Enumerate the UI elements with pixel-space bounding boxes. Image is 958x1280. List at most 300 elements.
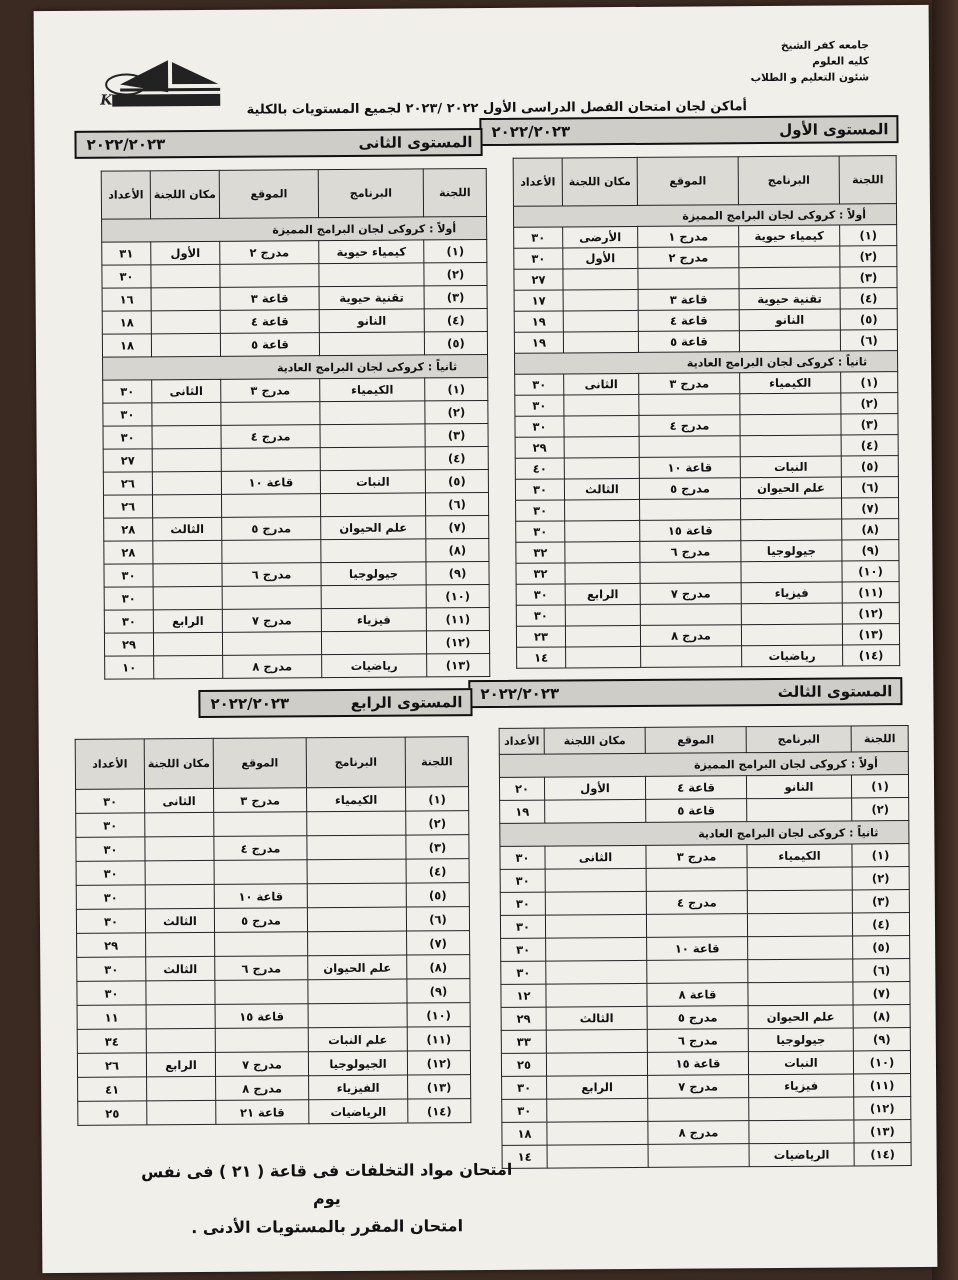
cell-prog: رياضيات	[742, 645, 843, 667]
cell-prog: تقنية حيوية	[739, 288, 840, 310]
table-row	[103, 377, 488, 403]
cell-place	[152, 402, 221, 425]
table-row	[514, 225, 897, 249]
cell-cnt: ٣٠	[103, 426, 152, 449]
cell-place	[546, 1052, 647, 1076]
table-row	[76, 883, 469, 910]
level2-title: المستوى الثانى	[358, 133, 473, 152]
cell-place	[153, 586, 222, 609]
cell-prog	[747, 867, 852, 891]
cell-place: الأرضى	[563, 226, 638, 248]
cell-cnt: ٣٠	[500, 846, 545, 869]
cell-loc: مدرج ٨	[640, 625, 741, 647]
cell-prog: الكيمياء	[740, 372, 841, 394]
cell-loc: مدرج ٨	[648, 1121, 749, 1145]
cell-prog: كيمياء حيوية	[739, 225, 840, 247]
cell-prog: النانو	[746, 775, 851, 799]
cell-loc: مدرج ٤	[214, 836, 307, 861]
cell-place: الثالث	[546, 1006, 647, 1030]
cell-loc	[222, 586, 321, 610]
cell-loc	[647, 960, 748, 984]
cell-loc: قاعة ٣	[638, 289, 739, 311]
cell-place	[152, 425, 221, 448]
table-row	[78, 1075, 471, 1102]
cell-prog	[307, 883, 406, 908]
table-row	[77, 1051, 470, 1078]
cell-place	[145, 860, 214, 884]
cell-n: (١)	[851, 775, 908, 798]
table-row	[515, 456, 898, 480]
table-row	[103, 423, 488, 449]
cell-n: (١٠)	[426, 584, 489, 607]
col-committee: اللجنة	[851, 726, 908, 752]
cell-prog	[739, 267, 840, 289]
level3-table	[499, 725, 912, 1169]
cell-loc: قاعة ١٠	[647, 937, 748, 961]
cell-loc: قاعة ١٠	[639, 457, 740, 479]
cell-place: الثالث	[564, 478, 639, 500]
cell-prog: كيمياء حيوية	[319, 240, 424, 264]
cell-place	[565, 625, 640, 647]
cell-loc: مدرج ١	[638, 226, 739, 248]
cell-cnt: ٢٣	[516, 626, 565, 647]
cell-cnt: ٣٠	[104, 564, 153, 587]
cell-place	[563, 331, 638, 353]
cell-cnt: ١٤	[502, 1145, 547, 1168]
cell-cnt: ٢٨	[104, 541, 153, 564]
table-row	[501, 959, 910, 985]
cell-n: (١١)	[426, 607, 489, 630]
subsection-row	[513, 204, 896, 228]
table-row	[102, 308, 487, 334]
cell-place	[564, 436, 639, 458]
col-program: البرنامج	[318, 169, 423, 218]
cell-prog: تقنية حيوية	[319, 286, 424, 310]
cell-cnt: ٣٠	[76, 861, 145, 885]
cell-cnt: ٣٠	[516, 500, 565, 521]
cell-cnt: ٣٠	[500, 915, 545, 938]
table-row	[514, 330, 897, 354]
table-row	[500, 913, 909, 939]
cell-prog	[307, 811, 406, 836]
cell-place: الثالث	[153, 517, 222, 540]
cell-prog: فيزياء	[741, 582, 842, 604]
cell-loc: مدرج ٤	[646, 891, 747, 915]
cell-loc	[215, 1028, 308, 1053]
cell-n: (١١)	[854, 1074, 911, 1097]
cell-n: (١٠)	[853, 1051, 910, 1074]
cell-prog	[749, 1120, 854, 1144]
cell-prog	[321, 539, 426, 563]
table-row	[502, 1074, 911, 1100]
cell-n: (١٢)	[426, 630, 489, 653]
cell-cnt: ١١	[77, 1005, 146, 1029]
cell-prog	[739, 246, 840, 268]
level4-year: ٢٠٢٢/٢٠٢٣	[210, 694, 290, 713]
cell-place: الثانى	[152, 379, 221, 402]
cell-prog: جيولوجيا	[741, 540, 842, 562]
cell-place	[566, 646, 641, 668]
cell-cnt: ٣٠	[515, 374, 564, 395]
cell-prog	[748, 959, 853, 983]
cell-prog	[748, 982, 853, 1006]
cell-loc: مدرج ٨	[223, 655, 322, 679]
cell-prog: الكيمياء	[747, 844, 852, 868]
subsection-row	[499, 752, 908, 778]
cell-cnt: ٣٠	[515, 479, 564, 500]
table-row	[76, 907, 469, 934]
subsection-title: ثانياً : كروكى لجان البرامج العادية	[515, 351, 898, 375]
subsection-title: أولاً : كروكى لجان البرامج المميزة	[102, 216, 487, 242]
cell-prog: الكيمياء	[320, 378, 425, 402]
cell-place	[545, 868, 646, 892]
note-line2: امتحان المقرر بالمستويات الأدنى .	[191, 1216, 464, 1238]
cell-prog	[320, 493, 425, 517]
cell-n: (٥)	[406, 883, 469, 907]
cell-cnt: ٤١	[78, 1077, 147, 1101]
cell-place	[546, 983, 647, 1007]
cell-loc	[221, 494, 320, 518]
table-row	[78, 1099, 471, 1126]
cell-n: (٨)	[426, 538, 489, 561]
cell-place	[154, 655, 223, 678]
table-row	[514, 288, 897, 312]
cell-place	[147, 1100, 216, 1124]
cell-loc: قاعة ٥	[646, 799, 747, 823]
cell-cnt: ١٤	[517, 647, 566, 668]
cell-place	[151, 287, 220, 310]
col-place: مكان اللجنة	[562, 157, 637, 206]
table-row	[502, 1097, 911, 1123]
cell-place	[151, 333, 220, 356]
cell-cnt: ٢٦	[77, 1053, 146, 1077]
table-row	[515, 435, 898, 459]
cell-n: (٩)	[842, 540, 899, 561]
cell-cnt: ٣٠	[103, 380, 152, 403]
cell-prog: فيزياء	[321, 608, 426, 632]
cell-place	[145, 836, 214, 860]
table-row	[514, 267, 897, 291]
col-location: الموقع	[637, 157, 738, 206]
col-program: البرنامج	[746, 726, 851, 753]
cell-n: (١٤)	[408, 1099, 471, 1123]
cell-n: (١)	[841, 372, 898, 393]
cell-prog: النانو	[739, 309, 840, 331]
cell-loc: مدرج ٨	[216, 1076, 309, 1101]
cell-cnt: ٢٨	[104, 518, 153, 541]
cell-n: (٥)	[841, 456, 898, 477]
cell-loc	[214, 860, 307, 885]
cell-cnt: ٢٩	[77, 933, 146, 957]
cell-place	[152, 471, 221, 494]
page-title: أماكن لجان امتحان الفصل الدراسى الأول ٢٠٢٢ /٢٠٢٣ لجميع المستويات بالكلية	[246, 99, 747, 118]
cell-n: (٤)	[840, 288, 897, 309]
col-count: الأعداد	[101, 171, 150, 219]
table-row	[102, 285, 487, 311]
cell-place: الرابع	[565, 583, 640, 605]
subsection-title: ثانياً : كروكى لجان البرامج العادية	[500, 821, 909, 847]
cell-prog	[740, 435, 841, 457]
col-committee: اللجنة	[839, 156, 896, 204]
cell-cnt: ٢٦	[103, 495, 152, 518]
cell-cnt: ٣٠	[516, 584, 565, 605]
col-place: مكان اللجنة	[150, 170, 219, 218]
table-row	[516, 582, 899, 606]
cell-n: (٤)	[425, 446, 488, 469]
cell-n: (١)	[424, 239, 487, 262]
cell-n: (٦)	[840, 330, 897, 351]
table-row	[104, 607, 489, 633]
cell-place	[565, 499, 640, 521]
cell-loc	[221, 402, 320, 426]
subsection-row	[102, 216, 487, 242]
cell-n: (٢)	[852, 867, 909, 890]
cell-prog: علم الحيوان	[321, 516, 426, 540]
table-row	[76, 811, 469, 838]
cell-loc: مدرج ٣	[639, 373, 740, 395]
cell-place	[153, 632, 222, 655]
cell-cnt: ١٩	[514, 311, 563, 332]
cell-cnt: ٢٠	[499, 777, 544, 800]
table-row	[501, 1051, 910, 1077]
table-row	[103, 469, 488, 495]
col-count: الأعداد	[75, 739, 144, 789]
cell-n: (٢)	[841, 393, 898, 414]
level1-title: المستوى الأول	[779, 120, 889, 139]
cell-cnt: ٣٠	[516, 521, 565, 542]
cell-n: (١٢)	[842, 603, 899, 624]
cell-cnt: ٣٠	[76, 885, 145, 909]
table-row	[515, 393, 898, 417]
cell-place	[565, 520, 640, 542]
cell-prog: علم الحيوان	[308, 955, 407, 980]
cell-cnt: ٣٠	[104, 587, 153, 610]
col-count: الأعداد	[499, 728, 544, 754]
cell-place	[547, 1098, 648, 1122]
cell-cnt: ١٠	[105, 656, 154, 679]
level3-title: المستوى الثالث	[777, 682, 893, 701]
cell-loc: قاعة ٨	[647, 983, 748, 1007]
cell-n: (٧)	[842, 498, 899, 519]
cell-place: الرابع	[547, 1075, 648, 1099]
cell-place	[145, 812, 214, 836]
cell-cnt: ٣٠	[76, 813, 145, 837]
subsection-title: أولاً : كروكى لجان البرامج المميزة	[499, 752, 908, 778]
cell-prog: الرياضيات	[309, 1099, 408, 1124]
table-row	[102, 331, 487, 357]
cell-prog: علم الحيوان	[740, 477, 841, 499]
cell-place	[563, 289, 638, 311]
cell-loc: قاعة ٥	[220, 333, 319, 357]
level2-table	[101, 168, 491, 680]
cell-prog: النبات	[740, 456, 841, 478]
cell-place	[545, 914, 646, 938]
cell-place	[146, 932, 215, 956]
cell-n: (١١)	[407, 1027, 470, 1051]
table-row	[515, 477, 898, 501]
cell-loc	[640, 604, 741, 626]
cell-cnt: ٣٠	[104, 610, 153, 633]
cell-prog	[747, 913, 852, 937]
table-row	[516, 624, 899, 648]
col-program: البرنامج	[306, 737, 405, 788]
table-row	[501, 1028, 910, 1054]
cell-n: (١٤)	[854, 1143, 911, 1166]
cell-loc: مدرج ٦	[647, 1029, 748, 1053]
cell-loc	[639, 394, 740, 416]
cell-n: (٥)	[853, 936, 910, 959]
table-row	[516, 540, 899, 564]
cell-prog	[321, 631, 426, 655]
retake-note	[132, 1156, 523, 1243]
cell-loc	[640, 562, 741, 584]
col-program: البرنامج	[738, 156, 839, 205]
cell-loc: قاعة ١٥	[215, 1004, 308, 1029]
cell-prog	[741, 519, 842, 541]
table-row	[76, 859, 469, 886]
cell-n: (٣)	[840, 267, 897, 288]
col-committee: اللجنة	[405, 737, 468, 787]
level3-year: ٢٠٢٢/٢٠٢٣	[480, 684, 560, 704]
cell-cnt: ٣٠	[102, 265, 151, 288]
cell-place: الثانى	[564, 373, 639, 395]
col-location: الموقع	[213, 738, 306, 789]
table-row	[105, 653, 490, 679]
cell-prog: جيولوجيا	[321, 562, 426, 586]
cell-place	[147, 1076, 216, 1100]
cell-loc: مدرج ٧	[222, 609, 321, 633]
table-row	[516, 603, 899, 627]
cell-cnt: ٣٠	[76, 837, 145, 861]
cell-place: الثالث	[145, 908, 214, 932]
cell-n: (٤)	[406, 859, 469, 883]
cell-prog: الفيزياء	[309, 1075, 408, 1100]
header-block	[750, 37, 869, 86]
cell-cnt: ٣٠	[76, 909, 145, 933]
cell-n: (٤)	[841, 435, 898, 456]
cell-n: (١١)	[842, 582, 899, 603]
level1-year: ٢٠٢٢/٢٠٢٣	[491, 122, 571, 141]
cell-place: الرابع	[146, 1052, 215, 1076]
cell-loc	[215, 932, 308, 957]
table-row	[77, 931, 470, 958]
cell-loc: مدرج ٢	[220, 241, 319, 265]
cell-n: (١٤)	[843, 645, 900, 666]
table-row	[103, 400, 488, 426]
cell-loc	[640, 499, 741, 521]
col-count: الأعداد	[513, 158, 562, 206]
cell-prog: النبات	[320, 470, 425, 494]
cell-place	[565, 562, 640, 584]
cell-prog	[308, 1003, 407, 1028]
cell-cnt: ٣٠	[514, 227, 563, 248]
cell-place	[546, 1029, 647, 1053]
cell-n: (٤)	[852, 913, 909, 936]
cell-cnt: ٣٠	[515, 416, 564, 437]
level4-title: المستوى الرابع	[350, 693, 463, 712]
cell-prog	[320, 447, 425, 471]
cell-prog	[319, 263, 424, 287]
cell-place	[547, 1144, 648, 1168]
col-place: مكان اللجنة	[544, 727, 645, 754]
cell-loc: قاعة ٥	[638, 331, 739, 353]
cell-n: (٥)	[840, 309, 897, 330]
cell-loc: مدرج ٢	[638, 247, 739, 269]
cell-place	[151, 310, 220, 333]
cell-n: (٤)	[424, 308, 487, 331]
cell-loc	[222, 540, 321, 564]
cell-prog: علم النبات	[308, 1027, 407, 1052]
cell-loc: مدرج ٣	[646, 845, 747, 869]
table-row	[104, 561, 489, 587]
cell-prog	[741, 498, 842, 520]
cell-place	[146, 1004, 215, 1028]
cell-n: (٦)	[853, 959, 910, 982]
cell-loc: قاعة ٢١	[216, 1100, 309, 1125]
cell-cnt: ٣٠	[514, 248, 563, 269]
col-committee: اللجنة	[423, 168, 486, 216]
cell-prog	[740, 393, 841, 415]
table-row	[76, 835, 469, 862]
cell-n: (٨)	[842, 519, 899, 540]
cell-place	[151, 264, 220, 287]
cell-n: (٦)	[406, 907, 469, 931]
cell-place	[563, 310, 638, 332]
table-row	[104, 584, 489, 610]
cell-prog	[747, 798, 852, 822]
table-row	[103, 446, 488, 472]
cell-cnt: ٣٠	[515, 395, 564, 416]
cell-cnt: ٢٩	[515, 437, 564, 458]
cell-loc: مدرج ٧	[215, 1052, 308, 1077]
cell-loc: قاعة ٣	[220, 287, 319, 311]
cell-prog	[748, 936, 853, 960]
cell-loc: قاعة ٤	[638, 310, 739, 332]
col-location: الموقع	[219, 170, 318, 219]
cell-loc: مدرج ٣	[214, 788, 307, 813]
subsection-row	[515, 351, 898, 375]
cell-prog: فيزياء	[749, 1074, 854, 1098]
cell-loc	[222, 632, 321, 656]
cell-prog: الكيمياء	[307, 787, 406, 812]
cell-n: (١٠)	[842, 561, 899, 582]
cell-n: (٢)	[852, 798, 909, 821]
cell-n: (٦)	[841, 477, 898, 498]
cell-cnt: ٣٠	[501, 938, 546, 961]
cell-cnt: ٢٥	[501, 1053, 546, 1076]
cell-n: (١)	[852, 844, 909, 867]
cell-n: (٥)	[424, 331, 487, 354]
cell-prog: الرياضيات	[749, 1143, 854, 1167]
cell-place	[565, 541, 640, 563]
cell-cnt: ٢٩	[501, 1007, 546, 1030]
table-row	[501, 982, 910, 1008]
cell-loc: مدرج ٥	[647, 1006, 748, 1030]
cell-loc: مدرج ٥	[639, 478, 740, 500]
cell-n: (١٢)	[854, 1097, 911, 1120]
cell-prog	[307, 835, 406, 860]
cell-loc	[638, 268, 739, 290]
cell-cnt: ٣٢	[516, 563, 565, 584]
level1-heading	[479, 115, 898, 146]
cell-n: (٢)	[424, 262, 487, 285]
subsection-title: أولاً : كروكى لجان البرامج المميزة	[513, 204, 896, 228]
cell-loc	[648, 1098, 749, 1122]
cell-cnt: ٣٢	[516, 542, 565, 563]
cell-loc	[220, 264, 319, 288]
table-row	[103, 492, 488, 518]
cell-cnt: ٣٠	[502, 1076, 547, 1099]
